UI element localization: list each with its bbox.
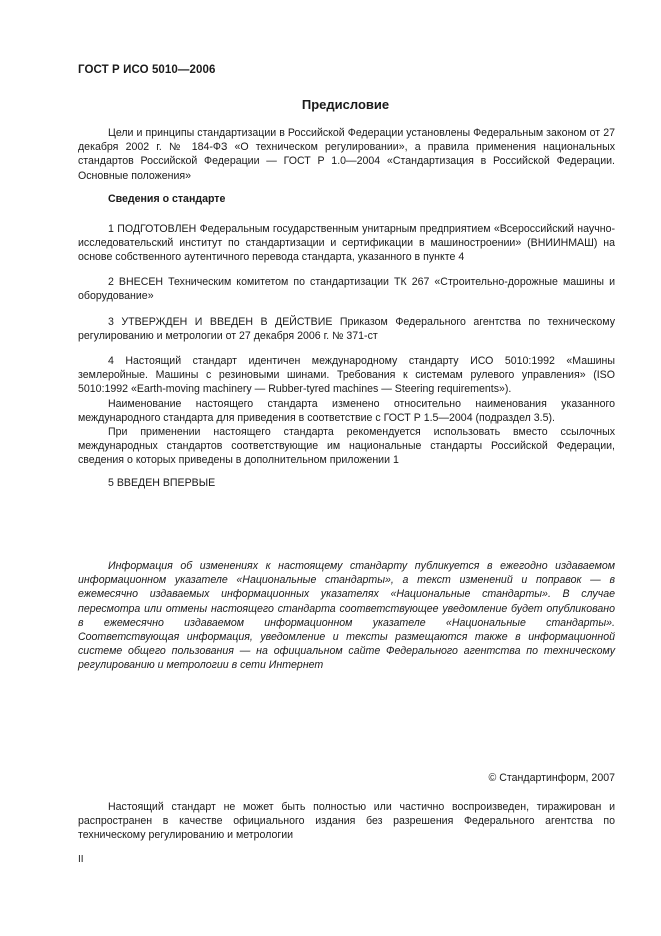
notice-section (78, 559, 615, 673)
intro-section (78, 126, 615, 183)
document-id-header: ГОСТ Р ИСО 5010—2006 (78, 64, 216, 76)
item-1-paragraph: 1 ПОДГОТОВЛЕН Федеральным государственным унитарным предприятием «Всероссийский научно-исследовательский институт по стандартизации и сертификации в машиностроении» (ВНИИНМАШ) на основе собственного аутентичного перевода стандарта, указанного в пункте 4 (78, 223, 615, 264)
item-3-section (78, 315, 615, 343)
item-5-paragraph: 5 ВВЕДЕН ВПЕРВЫЕ (108, 477, 216, 489)
intro-paragraph: Цели и принципы стандартизации в Российской Федерации установлены Федеральным законом от 27 декабря 2002 г. № 184-ФЗ «О техническом регулировании», а правила применения национальных стандартов Российской Федерации — ГОСТ Р 1.0—2004 «Стандартизация в Российской Федерации. Основные положения» (78, 127, 615, 182)
info-heading: Сведения о стандарте (108, 193, 226, 205)
item-4-paragraph-a: 4 Настоящий стандарт идентичен международному стандарту ИСО 5010:1992 «Машины землеройные. Машины с резиновыми шинами. Требования к системам рулевого управления» (ISO 5010:1992 «Earth-moving machinery — Rubber-tyred machines — Steering requirements»). (78, 355, 615, 396)
item-2-paragraph: 2 ВНЕСЕН Техническим комитетом по стандартизации ТК 267 «Строительно-дорожные машины и оборудование» (78, 276, 615, 303)
item-4-section (78, 354, 615, 468)
page-number: II (78, 854, 84, 865)
item-5-section (78, 476, 615, 490)
item-3-paragraph: 3 УТВЕРЖДЕН И ВВЕДЕН В ДЕЙСТВИЕ Приказом Федерального агентства по техническому регулированию и метрологии от 27 декабря 2006 г. № 371-ст (78, 316, 615, 343)
item-1-section (78, 222, 615, 265)
item-2-section (78, 275, 615, 303)
legal-section (78, 800, 615, 843)
notice-paragraph: Информация об изменениях к настоящему стандарту публикуется в ежегодно издаваемом информационном указателе «Национальные стандарты», а текст изменений и поправок — в ежемесячно издаваемых информационных указателях «Национальные стандарты». В случае пересмотра или отмены настоящего стандарта соответствующее уведомление будет опубликовано в ежемесячно издаваемом информационном указателе «Национальные стандарты». Соответствующая информация, уведомление и тексты размещаются также в информационной системе общего пользования — на официальном сайте Федерального агентства по техническому регулированию и метрологии в сети Интернет (78, 560, 615, 672)
copyright-line: © Стандартинформ, 2007 (488, 772, 615, 784)
page-title: Предисловие (301, 97, 390, 112)
item-4-paragraph-c: При применении настоящего стандарта рекомендуется использовать вместо ссылочных международных стандартов соответствующие им национальные стандарты Российской Федерации, сведения о которых приведены в дополнительном приложении 1 (78, 426, 615, 467)
legal-paragraph: Настоящий стандарт не может быть полностью или частично воспроизведен, тиражирован и распространен в качестве официального издания без разрешения Федерального агентства по техническому регулированию и метрологии (78, 801, 615, 842)
item-4-paragraph-b: Наименование настоящего стандарта изменено относительно наименования указанного международного стандарта для приведения в соответствие с ГОСТ Р 1.5—2004 (подраздел 3.5). (78, 397, 615, 424)
